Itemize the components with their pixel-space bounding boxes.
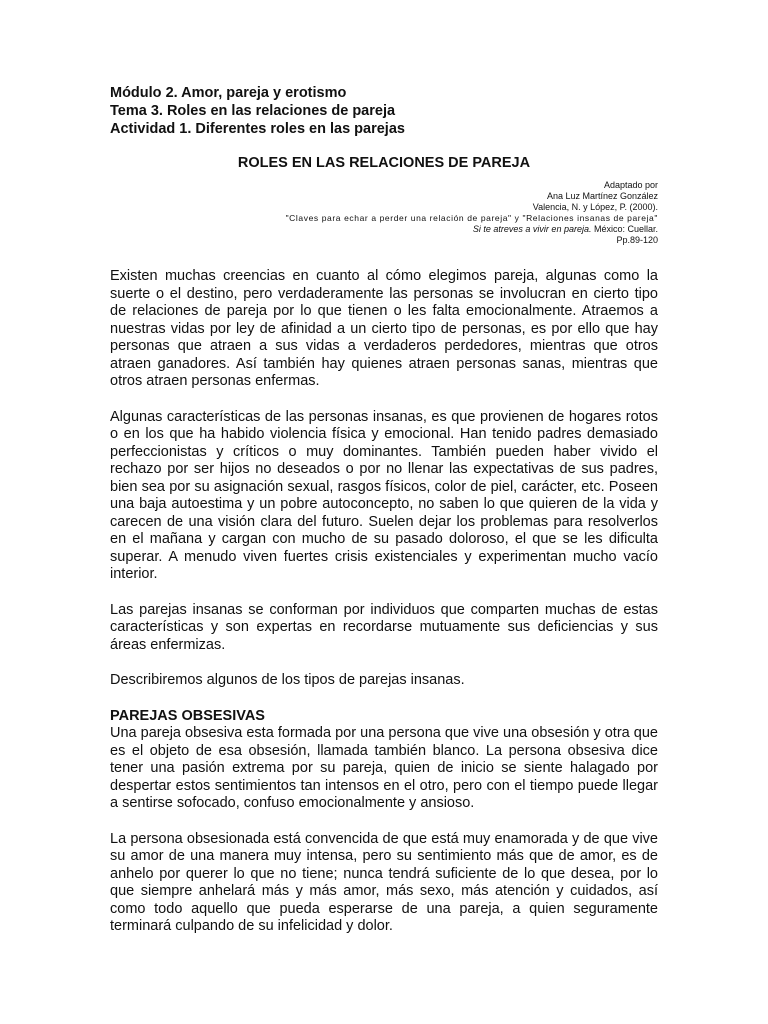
credits-book-title: Si te atreves a vivir en pareja. [472,224,592,234]
credits-book [110,224,658,235]
paragraph-unhealthy-couples: Las parejas insanas se conforman por individuos que comparten muchas de estas características y son expertas en recordarse mutuamente sus deficiencias y sus áreas enfermizas. [110,601,658,653]
module-heading: Módulo 2. Amor, pareja y erotismo [110,85,347,101]
paragraph-obsessive-definition: Una pareja obsesiva esta formada por una persona que vive una obsesión y otra que es el objeto de esa obsesión, llamada también blanco. La persona obsesiva dice tener una pasión extrema por su pareja, quien de inicio se siente halagado por despertar estos sentimientos tan intensos en el otro, pero con el tiempo puede llegar a sentirse sofocado, confuso emocionalmente y ansioso. [110,725,658,811]
paragraph-intro: Existen muchas creencias en cuanto al cómo elegimos pareja, algunas como la suerte o el destino, pero verdaderamente las personas se involucran en cierto tipo de relaciones de pareja por lo que tienen o les falta emocionalmente. Atraemos a nuestras vidas por ley de afinidad a un cierto tipo de personas, es por ello que hay personas que atraen a sus vidas a verdaderos perdedores, mientras que otros atraen ganadores. Así también hay quienes atraen personas sanas, mientras que otros atraen personas enfermas. [110,268,658,389]
credits-publisher: México: Cuellar. [591,224,658,234]
credits-chapter-titles: "Claves para echar a perder una relación de pareja" y "Relaciones insanas de pareja" [285,213,658,223]
credits-block [110,180,658,246]
credits-author: Ana Luz Martínez González [546,191,658,201]
document-title: ROLES EN LAS RELACIONES DE PAREJA [237,155,531,171]
credits-adapted-by: Adaptado por [603,180,658,190]
paragraph-obsessed-person: La persona obsesionada está convencida de que está muy enamorada y de que vive su amor de una manera muy intensa, pero su sentimiento más que de amor, es de anhelo por querer lo que no tiene; nunca tendrá suficiente de lo que desea, por lo que siempre anhelará más y más amor, más sexo, más atención y cuidados, así como todo aquello que pueda esperarse de una pareja, a quien seguramente terminará culpando de su infelicidad y dolor. [110,830,658,934]
paragraph-characteristics: Algunas características de las personas insanas, es que provienen de hogares rotos o en los que ha habido violencia física y emocional. Han tenido padres demasiado perfeccionistas y críticos o muy dominantes. También pueden haber vivido el rechazo por ser hijos no deseados o por no llenar las expectativas de sus padres, bien sea por su asignación sexual, rasgos físicos, color de piel, carácter, etc. Poseen una baja autoestima y un pobre autoconcepto, no saben lo que quieren de la vida y carecen de una visión clara del futuro. Suelen dejar los problemas para resolverlos en el mañana y cargan con mucho de su pasado doloroso, el que se les dificulta superar. A menudo viven fuertes crisis existenciales y experimentan mucho vacío interior. [110,408,658,582]
section-heading-obsessive: PAREJAS OBSESIVAS [110,707,265,724]
credits-source-authors: Valencia, N. y López, P. (2000). [532,202,658,212]
topic-heading: Tema 3. Roles en las relaciones de pareja [110,103,396,119]
paragraph-describe-types: Describiremos algunos de los tipos de parejas insanas. [110,672,465,688]
document-page [110,84,658,936]
activity-heading: Actividad 1. Diferentes roles en las parejas [110,121,405,137]
credits-pages: Pp.89-120 [616,235,658,245]
